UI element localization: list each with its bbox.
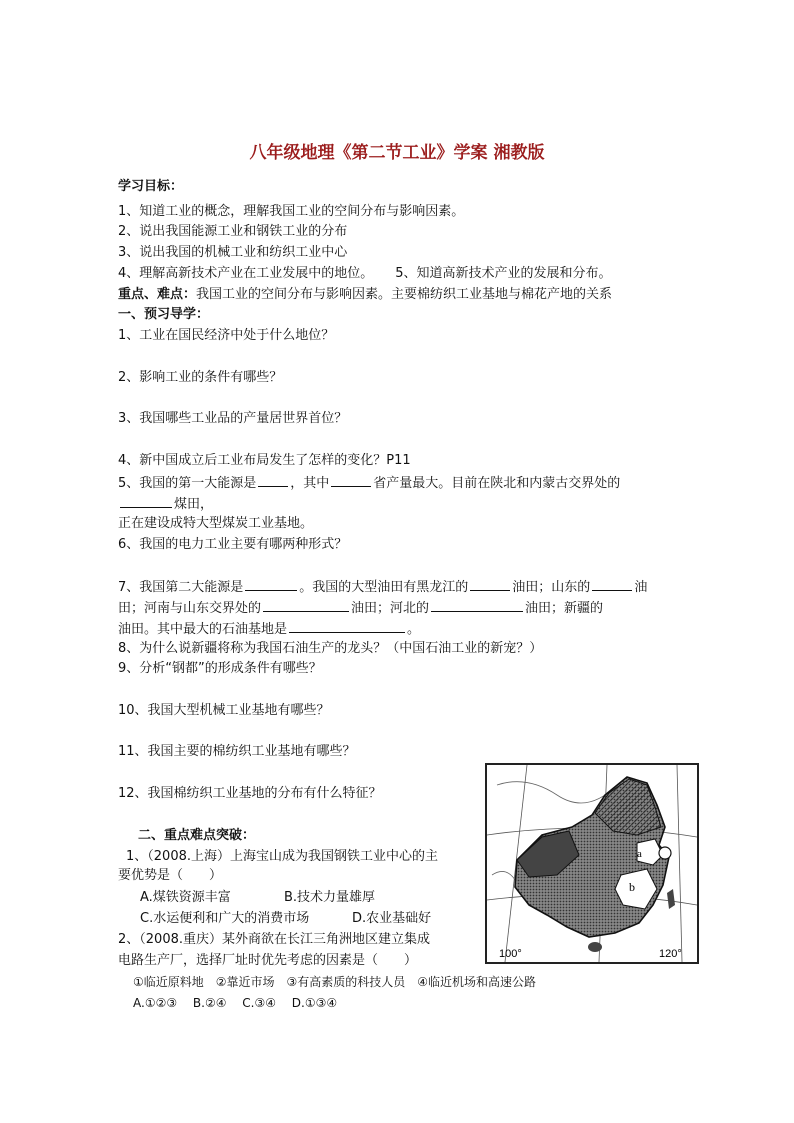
map-longitude-right: 120°: [659, 948, 682, 960]
difficulty-heading: 二、重点难点突破：: [138, 828, 256, 843]
answer-blank[interactable]: [470, 577, 510, 591]
map-label-b: b: [629, 880, 635, 894]
question-7-line-2: 田；河南与山东交界处的 油田；河北的 油田；新疆的: [118, 598, 603, 618]
exercise-1-option-a: A.煤铁资源丰富: [140, 890, 231, 905]
map-label-a: a: [637, 848, 642, 860]
preview-heading: 一、预习导学：: [118, 307, 210, 322]
exercise-2-line-1: 2、（2008.重庆）某外商欲在长江三角洲地区建立集成: [118, 932, 430, 947]
question-4: 4、新中国成立后工业布局发生了怎样的变化？P11: [118, 453, 411, 468]
question-2: 2、影响工业的条件有哪些？: [118, 370, 283, 385]
objective-5: 5、知道高新技术产业的发展和分布。: [395, 266, 612, 281]
answer-blank[interactable]: [331, 473, 371, 487]
objective-1: 1、知道工业的概念，理解我国工业的空间分布与影响因素。: [118, 204, 465, 219]
exercise-1-option-c: C.水运便利和广大的消费市场: [140, 911, 310, 926]
china-map-drawing: [487, 765, 697, 962]
map-longitude-left: 100°: [499, 948, 522, 960]
page-title: 八年级地理《第二节工业》学案 湘教版: [249, 143, 545, 163]
question-5-line-2: 煤田，: [118, 494, 213, 514]
exercise-1-line-2: 要优势是（ ）: [118, 868, 223, 883]
exercise-2-choices: A.①②③ B.②④ C.③④ D.①③④: [133, 996, 338, 1010]
exercise-2-line-2: 电路生产厂，选择厂址时优先考虑的因素是（ ）: [118, 953, 418, 968]
objectives-heading: 学习目标：: [118, 179, 184, 194]
answer-blank[interactable]: [245, 577, 297, 591]
question-6: 6、我国的电力工业主要有哪两种形式？: [118, 537, 348, 552]
question-11: 11、我国主要的棉纺织工业基地有哪些？: [118, 744, 356, 759]
exercise-1-option-d: D.农业基础好: [352, 911, 432, 926]
question-3: 3、我国哪些工业品的产量居世界首位？: [118, 411, 348, 426]
question-8: 8、为什么说新疆将称为我国石油生产的龙头？（中国石油工业的新宠？）: [118, 641, 543, 656]
china-map-image: [485, 763, 699, 964]
answer-blank[interactable]: [592, 577, 632, 591]
question-1: 1、工业在国民经济中处于什么地位？: [118, 328, 335, 343]
exercise-1-option-b: B.技术力量雄厚: [284, 890, 376, 905]
answer-blank[interactable]: [120, 494, 172, 508]
question-7-line-1: 7、我国第二大能源是 。我国的大型油田有黑龙江的 油田；山东的 油: [118, 577, 647, 597]
question-9: 9、分析“钢都”的形成条件有哪些？: [118, 661, 322, 676]
key-points-label: 重点、难点：: [118, 287, 197, 302]
key-points-text: 我国工业的空间分布与影响因素。主要棉纺织工业基地与棉花产地的关系: [196, 287, 613, 302]
exercise-1-line-1: 1、（2008.上海）上海宝山成为我国钢铁工业中心的主: [126, 849, 438, 864]
objective-2: 2、说出我国能源工业和钢铁工业的分布: [118, 224, 348, 239]
question-7-line-3: 油田。其中最大的石油基地是 。: [118, 619, 420, 639]
objective-3: 3、说出我国的机械工业和纺织工业中心: [118, 245, 348, 260]
objective-4-5: [118, 265, 612, 283]
question-10: 10、我国大型机械工业基地有哪些？: [118, 703, 330, 718]
key-points: [118, 286, 612, 304]
exercise-2-factors: ①临近原料地 ②靠近市场 ③有高素质的科技人员 ④临近机场和高速公路: [133, 975, 537, 989]
answer-blank[interactable]: [263, 598, 349, 612]
question-5-line-1: 5、我国的第一大能源是 ，其中 省产量最大。目前在陕北和内蒙古交界处的: [118, 473, 620, 493]
answer-blank[interactable]: [289, 619, 405, 633]
answer-blank[interactable]: [258, 473, 288, 487]
question-12: 12、我国棉纺织工业基地的分布有什么特征？: [118, 786, 382, 801]
question-5-line-3: 正在建设成特大型煤炭工业基地。: [118, 516, 314, 531]
objective-4: 4、理解高新技术产业在工业发展中的地位。: [118, 266, 374, 281]
answer-blank[interactable]: [431, 598, 523, 612]
